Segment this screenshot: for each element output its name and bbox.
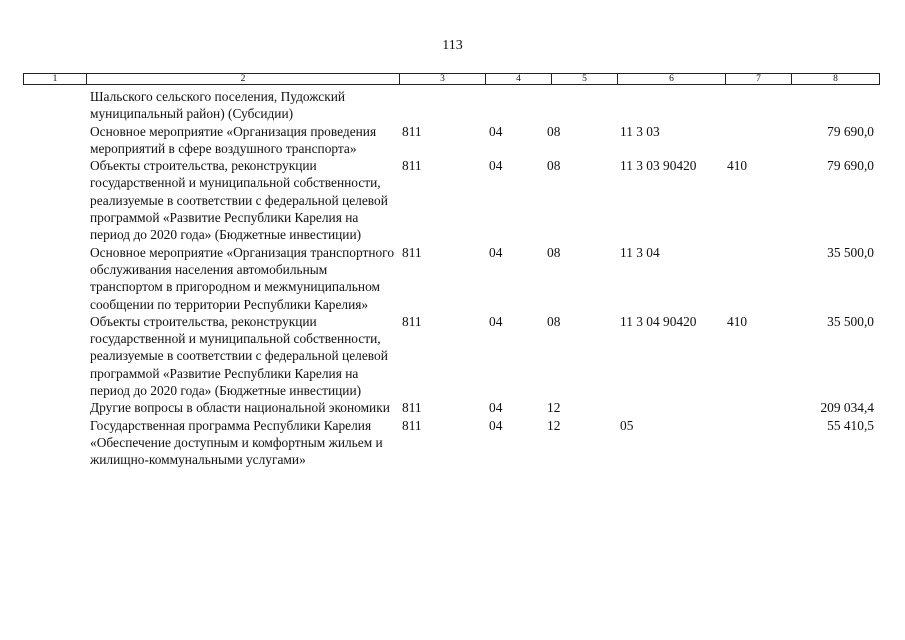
- row-description: Основное мероприятие «Организация транспортного обслуживания населения автомобильным транспортом в пригородном и межмуниципальном сообщении по территории Республики Карелия»: [90, 244, 395, 312]
- header-col-5: 5: [551, 74, 617, 84]
- table-row: [0, 313, 905, 399]
- row-col-8: 35 500,0: [827, 244, 874, 260]
- row-col-4: 04: [489, 158, 503, 174]
- row-col-4: 04: [489, 313, 503, 329]
- row-col-3: 811: [402, 313, 422, 329]
- table-body: [0, 88, 905, 469]
- header-col-7: 7: [725, 74, 791, 84]
- row-col-5: 12: [547, 417, 561, 433]
- row-col-8: 79 690,0: [827, 123, 874, 139]
- row-col-8: 35 500,0: [827, 313, 874, 329]
- header-col-2: 2: [86, 74, 399, 84]
- header-col-1: 1: [52, 74, 58, 84]
- table-header: [23, 73, 880, 85]
- row-col-7: 410: [727, 158, 748, 174]
- row-col-6: 11 3 03: [620, 123, 660, 139]
- row-col-6: 05: [620, 417, 634, 433]
- row-col-5: 08: [547, 244, 561, 260]
- header-col-4: 4: [485, 74, 551, 84]
- row-col-8: 55 410,5: [827, 417, 874, 433]
- table-row: [0, 244, 905, 313]
- row-description: Основное мероприятие «Организация проведения мероприятий в сфере воздушного транспорта»: [90, 123, 377, 156]
- row-description: Государственная программа Республики Карелия «Обеспечение доступным и комфортным жильем и жилищно-коммунальными услугами»: [90, 417, 383, 468]
- table-row: [0, 123, 905, 158]
- table-row: [0, 88, 905, 123]
- row-description: Объекты строительства, реконструкции государственной и муниципальной собственности, реализуемые в соответствии с федеральной целевой программой «Развитие Республики Карелия на период до 2020 года» (Бюджетные инвестиции): [90, 313, 388, 399]
- row-col-7: 410: [727, 313, 748, 329]
- row-col-3: 811: [402, 244, 422, 260]
- row-col-5: 08: [547, 123, 561, 139]
- row-description: Объекты строительства, реконструкции государственной и муниципальной собственности, реализуемые в соответствии с федеральной целевой программой «Развитие Республики Карелия на период до 2020 года» (Бюджетные инвестиции): [90, 158, 388, 243]
- row-col-6: 11 3 04: [620, 244, 660, 260]
- table-row: [0, 399, 905, 416]
- page-number: 113: [442, 38, 463, 53]
- row-col-3: 811: [402, 400, 422, 416]
- row-col-4: 04: [489, 400, 503, 416]
- row-col-8: 209 034,4: [820, 400, 874, 416]
- row-col-6: 11 3 03 90420: [620, 158, 697, 174]
- row-col-4: 04: [489, 123, 503, 139]
- row-col-4: 04: [489, 417, 503, 433]
- header-col-8: 8: [791, 74, 879, 84]
- row-description: Другие вопросы в области национальной экономики: [90, 400, 390, 416]
- row-col-3: 811: [402, 123, 422, 139]
- row-col-5: 08: [547, 158, 561, 174]
- row-col-6: 11 3 04 90420: [620, 313, 697, 329]
- row-col-4: 04: [489, 244, 503, 260]
- row-col-5: 08: [547, 313, 561, 329]
- table-row: [0, 157, 905, 243]
- header-col-3: 3: [399, 74, 485, 84]
- row-col-5: 12: [547, 400, 561, 416]
- row-description: Шальского сельского поселения, Пудожский муниципальный район) (Субсидии): [90, 89, 346, 122]
- row-col-8: 79 690,0: [827, 158, 874, 174]
- header-col-6: 6: [617, 74, 725, 84]
- table-row: [0, 417, 905, 469]
- row-col-3: 811: [402, 417, 422, 433]
- row-col-3: 811: [402, 158, 422, 174]
